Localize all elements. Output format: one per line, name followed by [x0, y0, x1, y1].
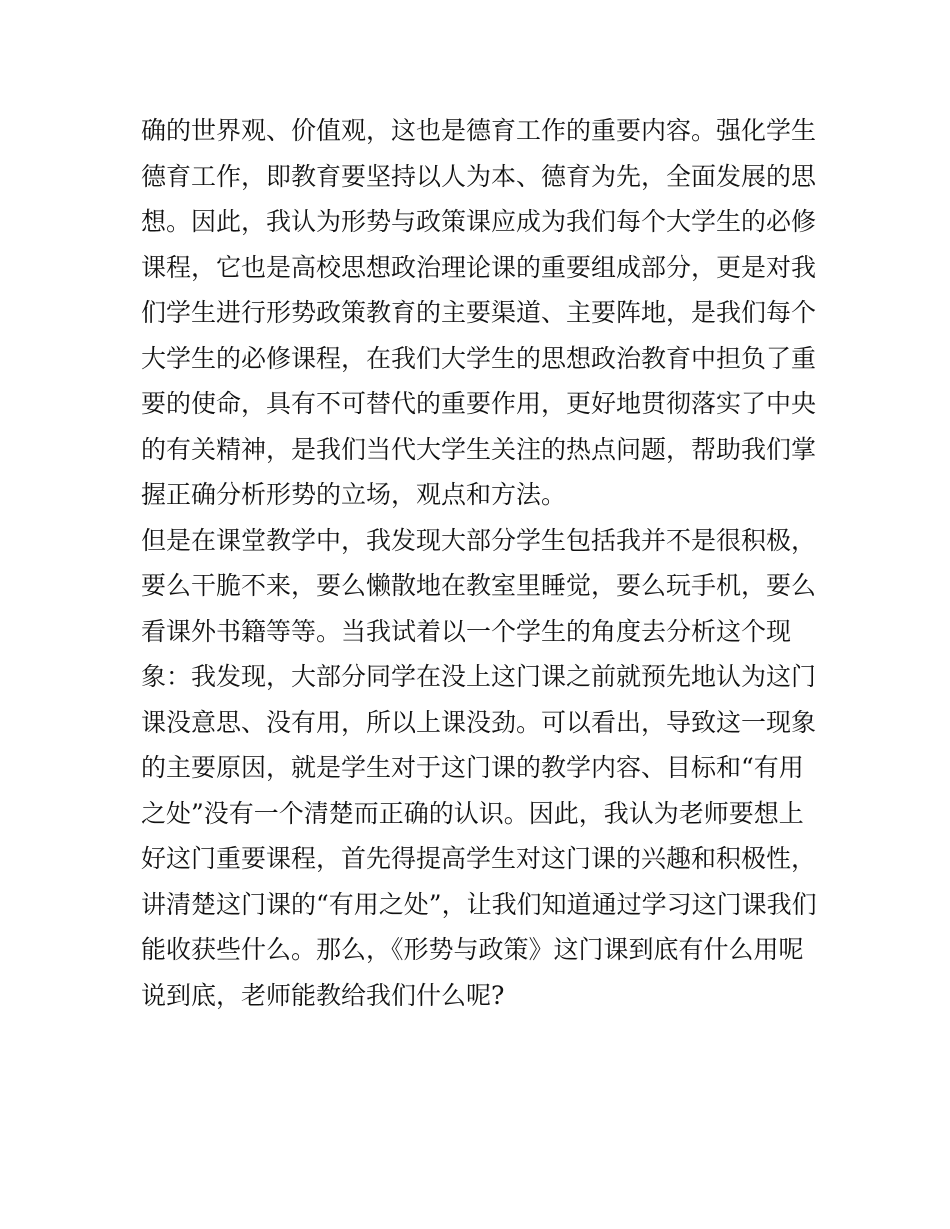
text-line: 课没意思、没有用，所以上课没劲。可以看出，导致这一现象 [141, 707, 817, 737]
text-line: 但是在课堂教学中，我发现大部分学生包括我并不是很积极， [141, 525, 817, 555]
text-line: 大学生的必修课程，在我们大学生的思想政治教育中担负了重 [141, 343, 817, 373]
text-line: 的有关精神，是我们当代大学生关注的热点问题，帮助我们掌 [141, 434, 817, 464]
text-line: 握正确分析形势的立场，观点和方法。 [141, 480, 567, 509]
text-line: 讲清楚这门课的“有用之处”，让我们知道通过学习这门课我们 [141, 889, 817, 919]
text-line: 想。因此，我认为形势与政策课应成为我们每个大学生的必修 [141, 207, 817, 236]
text-line: 象：我发现，大部分同学在没上这门课之前就预先地认为这门 [141, 662, 817, 691]
body-text [141, 108, 821, 1018]
text-line: 看课外书籍等等。当我试着以一个学生的角度去分析这个现 [141, 616, 792, 646]
text-line: 之处”没有一个清楚而正确的认识。因此，我认为老师要想上 [141, 798, 804, 828]
text-line: 确的世界观、价值观，这也是德育工作的重要内容。强化学生 [141, 116, 817, 145]
text-line: 能收获些什么。那么，《形势与政策》这门课到底有什么用呢 [141, 935, 804, 964]
text-line: 好这门重要课程，首先得提高学生对这门课的兴趣和积极性， [141, 844, 817, 873]
text-line: 要么干脆不来，要么懒散地在教室里睡觉，要么玩手机，要么 [141, 571, 817, 600]
text-line: 的主要原因，就是学生对于这门课的教学内容、目标和“有用 [141, 753, 804, 782]
text-line: 课程，它也是高校思想政治理论课的重要组成部分，更是对我 [141, 252, 817, 282]
text-line: 德育工作，即教育要坚持以人为本、德育为先，全面发展的思 [141, 161, 817, 191]
text-line: 说到底，老师能教给我们什么呢? [141, 980, 505, 1010]
text-line: 要的使命，具有不可替代的重要作用，更好地贯彻落实了中央 [141, 389, 817, 418]
text-line: 们学生进行形势政策教育的主要渠道、主要阵地，是我们每个 [141, 298, 817, 327]
